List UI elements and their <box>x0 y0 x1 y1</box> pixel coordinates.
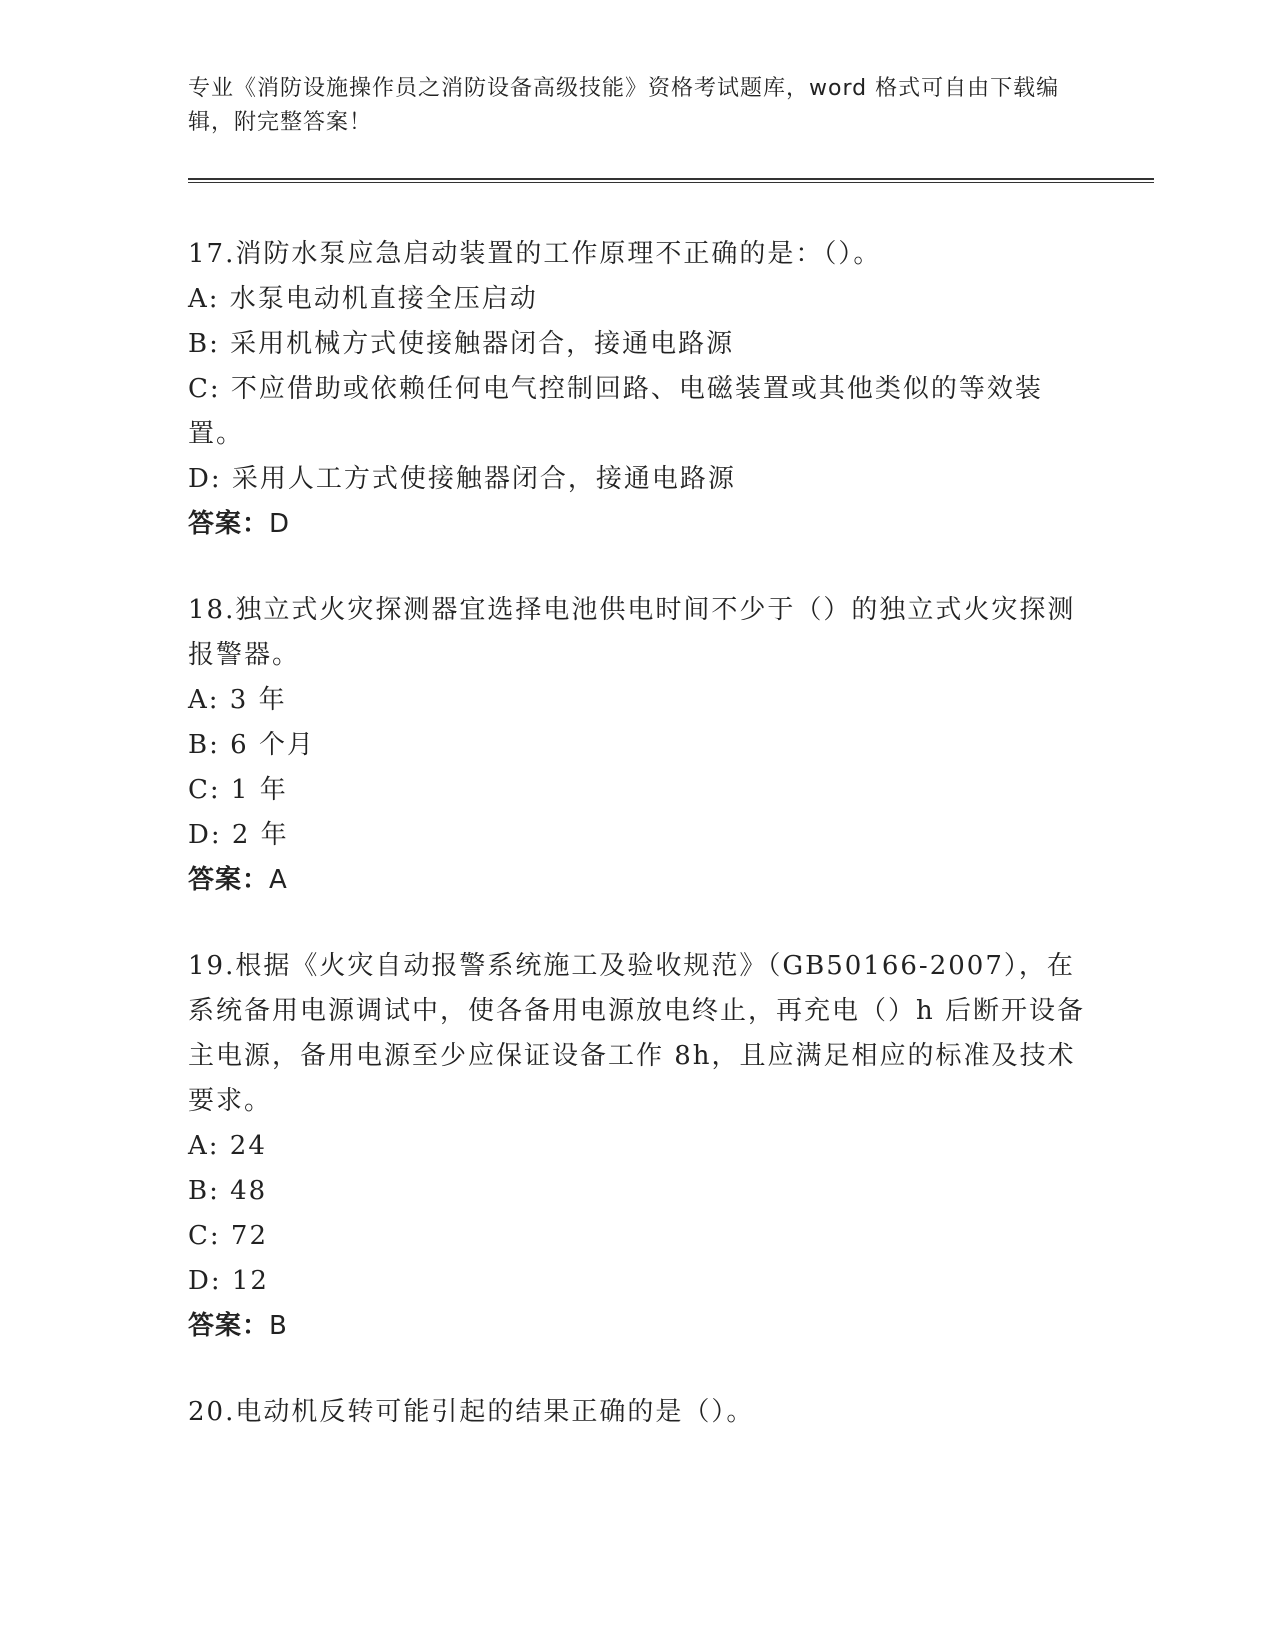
question-stem: 17.消防水泵应急启动装置的工作原理不正确的是：（）。 <box>188 239 882 269</box>
answer-value: A <box>269 865 288 895</box>
question-18 <box>188 588 1088 903</box>
answer-value: D <box>269 509 291 539</box>
option-c: C: 72 <box>188 1221 269 1251</box>
option-b: B: 48 <box>188 1176 268 1206</box>
option-c: C: 1 年 <box>188 775 288 805</box>
option-a: A: 3 年 <box>188 685 287 715</box>
question-stem: 18.独立式火灾探测器宜选择电池供电时间不少于（）的独立式火灾探测报警器。 <box>188 595 1076 670</box>
answer-label: 答案： <box>188 865 270 895</box>
question-17 <box>188 232 1088 547</box>
header-note: 专业《消防设施操作员之消防设备高级技能》资格考试题库，word 格式可自由下载编辑，附完整答案！ <box>188 76 1060 135</box>
option-d: D: 12 <box>188 1266 269 1296</box>
question-stem: 19.根据《火灾自动报警系统施工及验收规范》（GB50166-2007），在系统备用电源调试中，使各备用电源放电终止，再充电（）h 后断开设备主电源，备用电源至少应保证设备工作 8h，且应满足相应的标准及技术要求。 <box>188 951 1086 1116</box>
option-d: D: 采用人工方式使接触器闭合，接通电路源 <box>188 464 736 494</box>
answer-line <box>188 858 1088 903</box>
question-stem: 20.电动机反转可能引起的结果正确的是（）。 <box>188 1397 755 1427</box>
option-b: B: 6 个月 <box>188 730 315 760</box>
option-a: A: 水泵电动机直接全压启动 <box>188 284 538 314</box>
question-19 <box>188 944 1088 1349</box>
answer-label: 答案： <box>188 509 270 539</box>
option-b: B: 采用机械方式使接触器闭合，接通电路源 <box>188 329 735 359</box>
option-c: C: 不应借助或依赖任何电气控制回路、电磁装置或其他类似的等效装置。 <box>188 374 1043 449</box>
answer-label: 答案： <box>188 1311 270 1341</box>
option-a: A: 24 <box>188 1131 267 1161</box>
answer-line <box>188 502 1088 547</box>
option-d: D: 2 年 <box>188 820 289 850</box>
header-divider <box>188 178 1154 183</box>
answer-value: B <box>269 1311 288 1341</box>
answer-line <box>188 1304 1088 1349</box>
question-20 <box>188 1390 1088 1435</box>
question-list <box>188 232 1088 1476</box>
